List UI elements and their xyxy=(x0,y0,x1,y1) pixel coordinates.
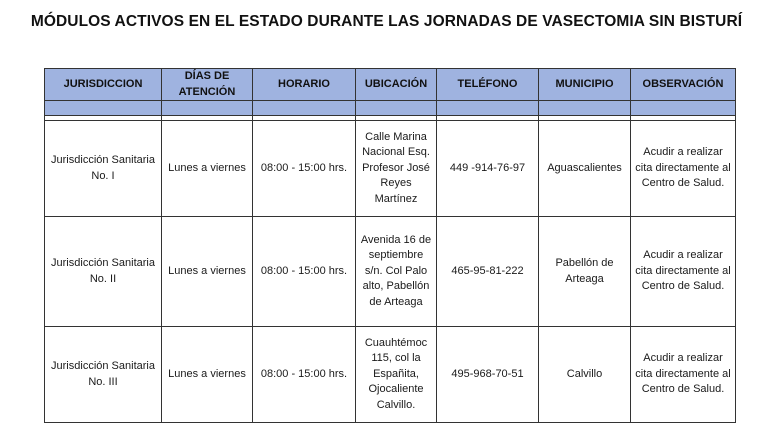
cell-jurisdiccion: Jurisdicción Sanitaria No. II xyxy=(45,217,162,327)
header-telefono: TELÉFONO xyxy=(437,69,539,101)
cell-dias: Lunes a viernes xyxy=(162,217,253,327)
cell-municipio: Pabellón de Arteaga xyxy=(539,217,631,327)
cell-observacion: Acudir a realizar cita directamente al Centro de Salud. xyxy=(631,327,736,423)
cell-dias: Lunes a viernes xyxy=(162,327,253,423)
header-municipio: MUNICIPIO xyxy=(539,69,631,101)
cell-dias: Lunes a viernes xyxy=(162,121,253,217)
page-title: MÓDULOS ACTIVOS EN EL ESTADO DURANTE LAS JORNADAS DE VASECTOMIA SIN BISTURÍ xyxy=(30,13,743,30)
cell-telefono: 449 -914-76-97 xyxy=(437,121,539,217)
cell-observacion: Acudir a realizar cita directamente al Centro de Salud. xyxy=(631,121,736,217)
cell-telefono: 495-968-70-51 xyxy=(437,327,539,423)
header-dias: DÍAS DE ATENCIÓN xyxy=(162,69,253,101)
cell-municipio: Calvillo xyxy=(539,327,631,423)
table-row xyxy=(45,217,736,327)
header-observacion: OBSERVACIÓN xyxy=(631,69,736,101)
table-row xyxy=(45,327,736,423)
table-row xyxy=(45,121,736,217)
cell-municipio: Aguascalientes xyxy=(539,121,631,217)
cell-ubicacion: Avenida 16 de septiembre s/n. Col Palo alto, Pabellón de Arteaga xyxy=(356,217,437,327)
cell-observacion: Acudir a realizar cita directamente al Centro de Salud. xyxy=(631,217,736,327)
cell-horario: 08:00 - 15:00 hrs. xyxy=(253,327,356,423)
cell-jurisdiccion: Jurisdicción Sanitaria No. I xyxy=(45,121,162,217)
header-jurisdiccion: JURISDICCION xyxy=(45,69,162,101)
modules-table xyxy=(44,68,736,423)
cell-horario: 08:00 - 15:00 hrs. xyxy=(253,121,356,217)
header-horario: HORARIO xyxy=(253,69,356,101)
header-row xyxy=(45,69,736,101)
header-ubicacion: UBICACIÓN xyxy=(356,69,437,101)
cell-jurisdiccion: Jurisdicción Sanitaria No. III xyxy=(45,327,162,423)
cell-ubicacion: Calle Marina Nacional Esq. Profesor José Reyes Martínez xyxy=(356,121,437,217)
header-spacer-row xyxy=(45,101,736,116)
cell-ubicacion: Cuauhtémoc 115, col la Españita, Ojocaliente Calvillo. xyxy=(356,327,437,423)
cell-horario: 08:00 - 15:00 hrs. xyxy=(253,217,356,327)
cell-telefono: 465-95-81-222 xyxy=(437,217,539,327)
